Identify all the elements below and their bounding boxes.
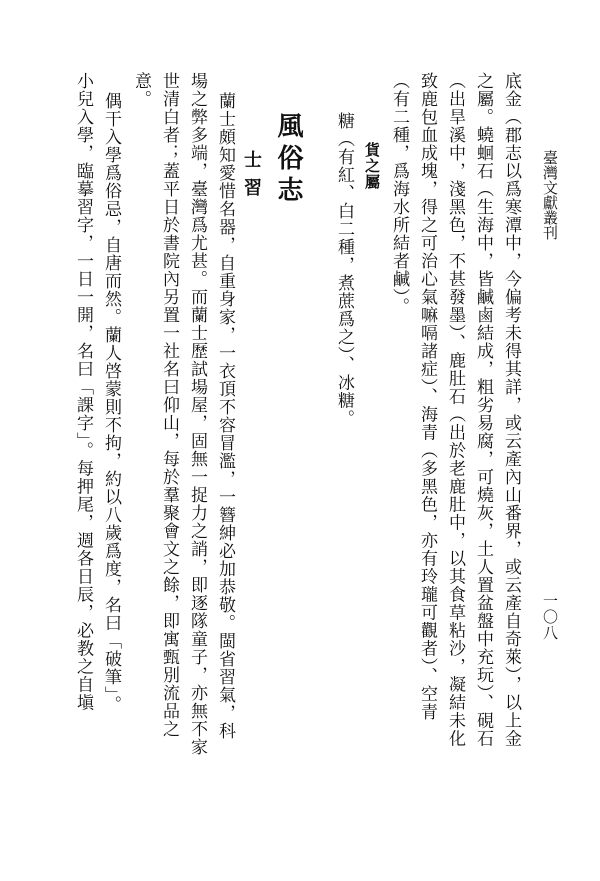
category-heading: 貨之屬 — [363, 142, 381, 190]
section-column: 蘭士頗知愛惜名器，自重身家，一衣頂不容冒濫，一簪紳必加恭敬。閩省習氣，科 — [215, 92, 235, 740]
body-column: 底金（郡志以爲寒潭中，今偏考未得其詳，或云產內山番界，或云產自奇萊），以上金 — [501, 72, 521, 748]
section-column: 小兒入學，臨摹習字，一日一開，名曰「課字」。每押尾，週各日辰，必教之自塡 — [73, 72, 93, 712]
page-number: 一〇八 — [541, 593, 559, 641]
section-column: 場之弊多端，臺灣爲尤甚。而蘭士歷試場屋，固無一捉力之誚，即逐隊童子，亦無不家 — [187, 72, 207, 756]
body-column: 致鹿包血成塊，得之可治心氣嘛嗝諸症）、海青（多黑色，亦有玲瓏可觀者）、空青 — [417, 72, 437, 721]
section-title: 風俗志 — [273, 112, 303, 208]
section-subheading: 士習 — [241, 150, 262, 206]
section-column: 意。 — [131, 72, 151, 108]
body-column: 之屬。蟯蛔石（生海中，皆鹹鹵結成，粗劣易腐，可燒灰，土人置盆盤中充玩）、硯石 — [473, 72, 493, 748]
category-text: 糖（有紅、白二種，煮蔗爲之）、冰糖。 — [334, 112, 354, 428]
section-column: 偶干入學爲俗忌，自唐而然。蘭人啓蒙則不拘，約以八歲爲度，名曰「破筆」。 — [101, 92, 121, 714]
body-column: （有二種，爲海水所結者鹹）。 — [389, 72, 409, 316]
series-title: 臺灣文獻叢刊 — [541, 150, 559, 240]
body-column: （出旱溪中，淺黑色，不甚發墨）、鹿肚石（出於老鹿肚中，以其食草粘沙，凝結未化 — [445, 72, 465, 748]
section-column: 世清白者；蓋平日於書院內另置一社名曰仰山，每於羣聚會文之餘，即寓甄別流品之 — [159, 72, 179, 738]
